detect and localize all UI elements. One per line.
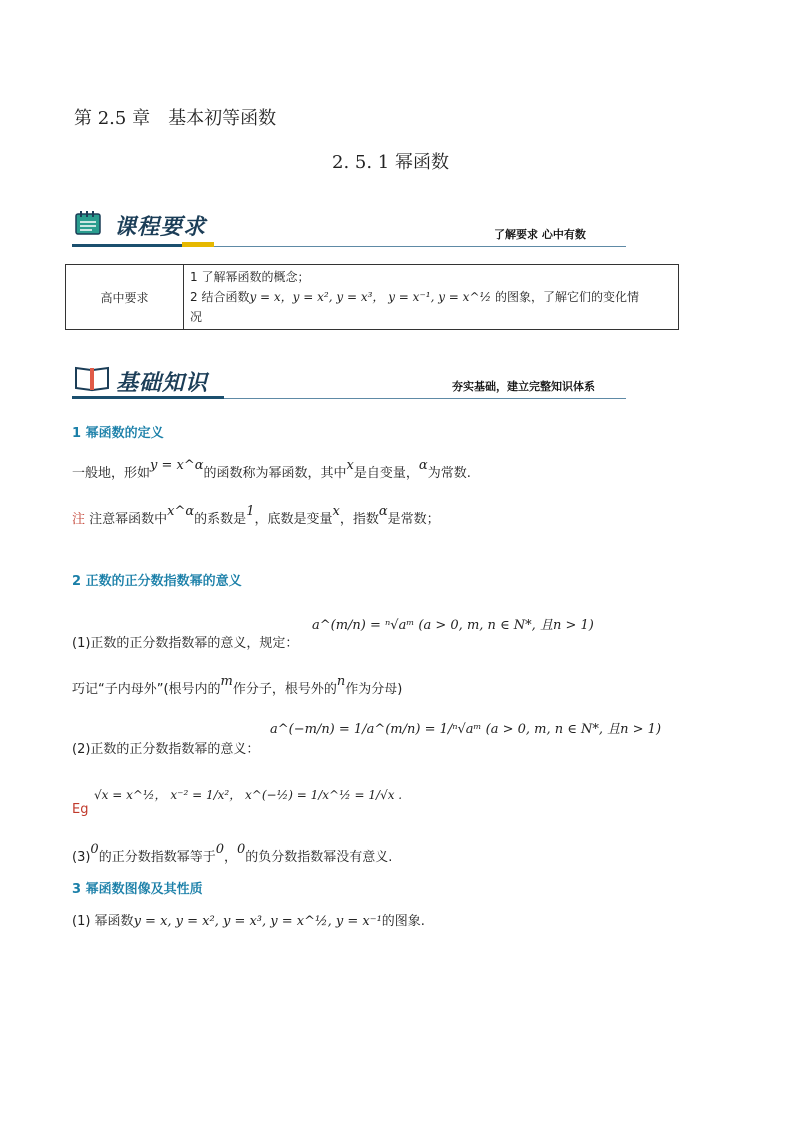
formula: y = x, y = x², y = x³, y = x^½, y = x⁻¹ bbox=[133, 914, 382, 929]
formula: y = x^α bbox=[150, 458, 204, 473]
text: 的负分数指数幂没有意义. bbox=[245, 850, 393, 865]
requirement-1: 1 了解幂函数的概念； bbox=[190, 270, 310, 284]
basic-knowledge-banner bbox=[72, 362, 626, 406]
section-1-heading: 1 幂函数的定义 bbox=[72, 426, 164, 441]
banner-rule-dark bbox=[72, 396, 224, 399]
positive-fraction-exponent-text: (1)正数的正分数指数幂的意义，规定： bbox=[72, 636, 299, 651]
negative-fraction-exponent-formula: a^(−m/n) = 1/a^(m/n) = 1/ⁿ√aᵐ (a > 0, m, n ∈ N*, 且n > 1) bbox=[270, 722, 662, 737]
section-title: 2. 5. 1 幂函数 bbox=[332, 152, 449, 173]
banner-subtitle: 夯实基础，建立完整知识体系 bbox=[452, 380, 595, 393]
requirement-2-formula: y = x，y = x², y = x³， y = x⁻¹, y = x^½ bbox=[249, 290, 492, 304]
power-function-graphs-intro bbox=[72, 910, 425, 929]
banner-title: 课程要求 bbox=[114, 215, 207, 240]
requirements-label: 高中要求 bbox=[66, 265, 184, 330]
banner-accent bbox=[182, 242, 214, 247]
text: 巧记“子内母外”(根号内的 bbox=[72, 682, 221, 697]
text: ，底数是变量 bbox=[254, 512, 333, 527]
requirements-table bbox=[65, 264, 679, 330]
course-requirements-banner bbox=[72, 208, 626, 252]
banner-rule-light bbox=[214, 246, 626, 247]
text: 的图象. bbox=[381, 914, 425, 929]
text: 作为分母) bbox=[345, 682, 403, 697]
notepad-icon bbox=[74, 210, 104, 236]
section-2-heading: 2 正数的正分数指数幂的意义 bbox=[72, 574, 242, 589]
text: 一般地，形如 bbox=[72, 466, 151, 481]
banner-rule-light bbox=[224, 398, 626, 399]
text: 为常数. bbox=[427, 466, 471, 481]
text: 的函数称为幂函数，其中 bbox=[203, 466, 347, 481]
requirement-2 bbox=[190, 287, 672, 307]
section-3-heading: 3 幂函数图像及其性质 bbox=[72, 882, 203, 897]
text: 作分子，根号外的 bbox=[232, 682, 337, 697]
book-icon bbox=[74, 364, 110, 392]
banner-rule-dark bbox=[72, 244, 182, 247]
chapter-title: 第 2.5 章 基本初等函数 bbox=[74, 108, 277, 129]
text: ， bbox=[224, 850, 238, 865]
text: 的系数是 bbox=[194, 512, 247, 527]
requirements-content bbox=[184, 265, 679, 330]
value: 0 bbox=[237, 842, 246, 857]
banner-subtitle: 了解要求 心中有数 bbox=[494, 228, 586, 241]
value: 1 bbox=[246, 504, 255, 519]
text: 是自变量， bbox=[353, 466, 419, 481]
text: ，指数 bbox=[339, 512, 379, 527]
value: 0 bbox=[90, 842, 99, 857]
variable: α bbox=[378, 504, 388, 519]
power-function-definition bbox=[72, 458, 471, 481]
note-label: 注 bbox=[72, 512, 86, 527]
example-formulas: √x = x^½， x⁻² = 1/x²， x^(−½) = 1/x^½ = 1/√x . bbox=[94, 788, 403, 802]
text: 的正分数指数幂等于 bbox=[98, 850, 216, 865]
example-label: Eg bbox=[72, 802, 89, 817]
positive-fraction-exponent-formula: a^(m/n) = ⁿ√aᵐ (a > 0, m, n ∈ N*, 且n > 1) bbox=[312, 618, 594, 633]
text: (1) 幂函数 bbox=[72, 914, 134, 929]
variable: α bbox=[418, 458, 428, 473]
formula: x^α bbox=[167, 504, 195, 519]
requirement-2-cont: 况 bbox=[190, 310, 203, 324]
requirement-2-prefix: 2 结合函数 bbox=[190, 290, 250, 304]
requirement-2-suffix: 的图象，了解它们的变化情 bbox=[491, 290, 639, 304]
variable: x bbox=[332, 504, 340, 519]
banner-title: 基础知识 bbox=[116, 371, 209, 396]
text: 注意幂函数中 bbox=[85, 512, 168, 527]
variable: m bbox=[220, 674, 233, 689]
definition-note bbox=[72, 504, 440, 527]
text: (3) bbox=[72, 850, 91, 865]
variable: x bbox=[346, 458, 354, 473]
zero-exponent-rule bbox=[72, 842, 393, 865]
value: 0 bbox=[215, 842, 224, 857]
memory-tip bbox=[72, 674, 403, 697]
variable: n bbox=[336, 674, 346, 689]
text: 是常数； bbox=[387, 512, 440, 527]
negative-fraction-exponent-text: (2)正数的正分数指数幂的意义： bbox=[72, 742, 260, 757]
